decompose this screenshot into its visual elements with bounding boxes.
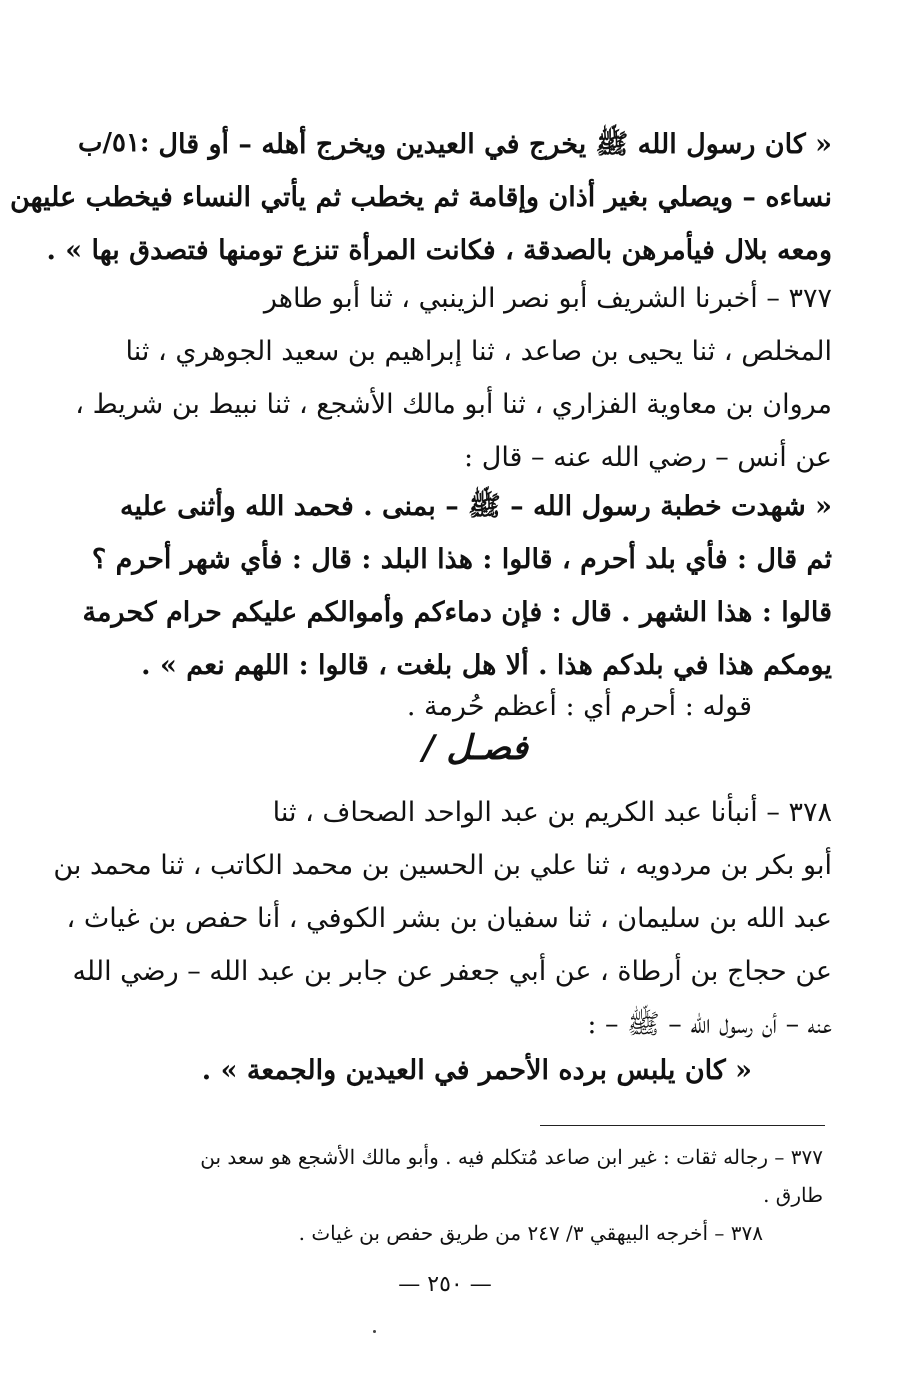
text-line: يومكم هذا في بلدكم هذا . ألا هل بلغت ، قالوا : اللهم نعم » . [141,650,832,681]
hadith-378-quote [132,1044,832,1097]
hadith-377-quote [82,480,832,692]
text-line: ٣٧٨ – أنبأنا عبد الكريم بن عبد الواحد الصحاف ، ثنا [272,797,832,828]
text-line: ومعه بلال فيأمرهن بالصدقة ، فكانت المرأة تنزع تومنها فتصدق بها » . [46,235,832,266]
text-line: « كان رسول الله ﷺ يخرج في العيدين ويخرج أهله – أو قال [158,129,832,160]
explanation [132,680,832,733]
text-line: مروان بن معاوية الفزاري ، ثنا أبو مالك الأشجع ، ثنا نبيط بن شريط ، [75,389,832,420]
footnote-separator [540,1125,825,1126]
text-line: نساءه – ويصلي بغير أذان وإقامة ثم يخطب ثم يأتي النساء فيخطب عليهن [10,182,832,213]
page-number: — ٢٥٠ — [398,1272,492,1297]
margin-folio-note: :٥١/ب [78,128,150,158]
text-line: عبد الله بن سليمان ، ثنا سفيان بن بشر الكوفي ، أنا حفص بن غياث ، [66,903,832,934]
section-heading: فصـل / [422,728,528,768]
text-line: ثم قال : فأي بلد أحرم ، قالوا : هذا البلد : قال : فأي شهر أحرم ؟ [91,544,832,575]
hadith-377-isnad [75,272,832,484]
text-line: « شهدت خطبة رسول الله – ﷺ – بمنى . فحمد الله وأثنى عليه [120,491,832,522]
footnotes [78,1138,823,1252]
text-line: « كان يلبس برده الأحمر في العيدين والجمعة » . [201,1055,752,1086]
text-line: عن حجاج بن أرطاة ، عن أبي جعفر عن جابر بن عبد الله – رضي الله [72,956,832,987]
text-line: المخلص ، ثنا يحيى بن صاعد ، ثنا إبراهيم بن سعيد الجوهري ، ثنا [125,336,832,367]
text-line: قالوا : هذا الشهر . قال : فإن دماءكم وأموالكم عليكم حرام كحرمة [82,597,832,628]
speck-mark [373,1330,376,1333]
footnote-line: ٣٧٨ – أخرجه البيهقي ٣/ ٢٤٧ من طريق حفص بن غياث . [298,1221,763,1245]
text-line: عنه – أن رسول الله – ﷺ – : [587,1009,832,1040]
text-line: أبو بكر بن مردويه ، ثنا علي بن الحسين بن محمد الكاتب ، ثنا محمد بن [53,850,832,881]
explanation-text: قوله : أحرم أي : أعظم حُرمة . [406,691,752,722]
text-line: ٣٧٧ – أخبرنا الشريف أبو نصر الزينبي ، ثنا أبو طاهر [263,283,832,314]
hadith-378-isnad [53,786,832,1051]
text-line: عن أنس – رضي الله عنه – قال : [464,442,832,473]
footnote-line: طارق . [763,1183,823,1207]
footnote-line: ٣٧٧ – رجاله ثقات : غير ابن صاعد مُتكلم فيه . وأبو مالك الأشجع هو سعد بن [200,1145,823,1169]
